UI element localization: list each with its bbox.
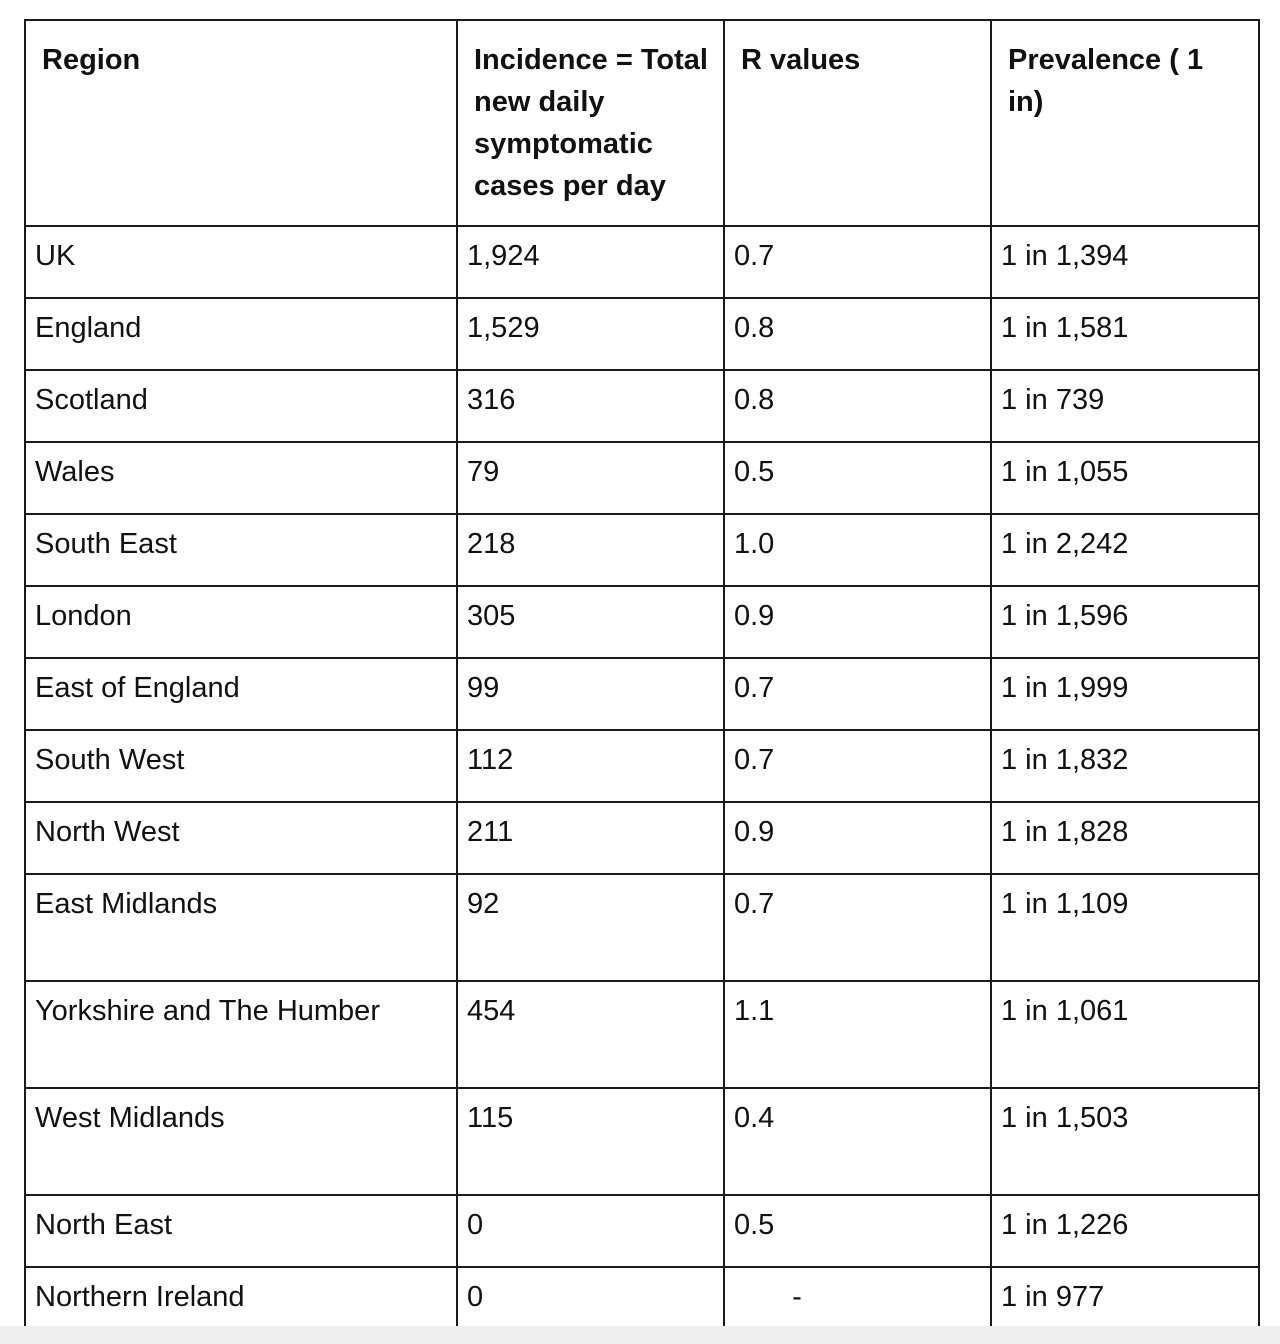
prevalence-cell: 1 in 1,832 [991, 730, 1259, 802]
header-incidence: Incidence = Total new daily symptomatic cases per day [457, 20, 724, 226]
table-row [25, 1195, 1259, 1267]
region-cell: Yorkshire and The Humber [25, 981, 457, 1088]
table-row [25, 802, 1259, 874]
region-cell: Wales [25, 442, 457, 514]
r-value-cell: 0.4 [724, 1088, 991, 1195]
incidence-cell: 218 [457, 514, 724, 586]
incidence-cell: 211 [457, 802, 724, 874]
prevalence-cell: 1 in 1,394 [991, 226, 1259, 298]
r-value-cell: 0.8 [724, 298, 991, 370]
r-value-cell: 0.5 [724, 1195, 991, 1267]
prevalence-cell: 1 in 1,061 [991, 981, 1259, 1088]
incidence-cell: 99 [457, 658, 724, 730]
header-region: Region [25, 20, 457, 226]
table-row [25, 514, 1259, 586]
incidence-cell: 92 [457, 874, 724, 981]
region-cell: Scotland [25, 370, 457, 442]
region-cell: London [25, 586, 457, 658]
region-cell: West Midlands [25, 1088, 457, 1195]
region-cell: East Midlands [25, 874, 457, 981]
data-table [24, 19, 1260, 1340]
region-cell: North West [25, 802, 457, 874]
r-value-cell: 0.9 [724, 802, 991, 874]
prevalence-cell: 1 in 2,242 [991, 514, 1259, 586]
header-row [25, 20, 1259, 226]
incidence-cell: 0 [457, 1195, 724, 1267]
incidence-cell: 115 [457, 1088, 724, 1195]
r-value-cell: 0.5 [724, 442, 991, 514]
table-row [25, 981, 1259, 1088]
table-row [25, 730, 1259, 802]
r-value-cell: 0.7 [724, 874, 991, 981]
table-row [25, 298, 1259, 370]
table-row [25, 370, 1259, 442]
prevalence-cell: 1 in 977 [991, 1267, 1259, 1339]
table-row [25, 442, 1259, 514]
r-value-cell: 0.9 [724, 586, 991, 658]
prevalence-cell: 1 in 1,109 [991, 874, 1259, 981]
incidence-cell: 1,529 [457, 298, 724, 370]
r-value-cell: 1.1 [724, 981, 991, 1088]
prevalence-cell: 1 in 1,226 [991, 1195, 1259, 1267]
prevalence-cell: 1 in 1,828 [991, 802, 1259, 874]
prevalence-cell: 1 in 1,999 [991, 658, 1259, 730]
table-row [25, 658, 1259, 730]
region-cell: UK [25, 226, 457, 298]
prevalence-cell: 1 in 739 [991, 370, 1259, 442]
incidence-cell: 316 [457, 370, 724, 442]
region-cell: South West [25, 730, 457, 802]
prevalence-cell: 1 in 1,596 [991, 586, 1259, 658]
region-cell: East of England [25, 658, 457, 730]
incidence-cell: 79 [457, 442, 724, 514]
table-row [25, 226, 1259, 298]
region-cell: North East [25, 1195, 457, 1267]
r-value-cell: 0.7 [724, 730, 991, 802]
incidence-cell: 1,924 [457, 226, 724, 298]
prevalence-cell: 1 in 1,503 [991, 1088, 1259, 1195]
region-cell: Northern Ireland [25, 1267, 457, 1339]
r-value-cell: 0.7 [724, 226, 991, 298]
incidence-cell: 112 [457, 730, 724, 802]
region-cell: England [25, 298, 457, 370]
table-row [25, 586, 1259, 658]
incidence-cell: 454 [457, 981, 724, 1088]
r-value-cell: 0.7 [724, 658, 991, 730]
incidence-cell: 305 [457, 586, 724, 658]
prevalence-cell: 1 in 1,581 [991, 298, 1259, 370]
bottom-strip [0, 1326, 1280, 1344]
header-prevalence: Prevalence ( 1 in) [991, 20, 1259, 226]
prevalence-cell: 1 in 1,055 [991, 442, 1259, 514]
incidence-cell: 0 [457, 1267, 724, 1339]
header-r-values: R values [724, 20, 991, 226]
r-value-cell: 1.0 [724, 514, 991, 586]
table-row [25, 874, 1259, 981]
r-value-cell: - [724, 1267, 991, 1339]
table-row [25, 1088, 1259, 1195]
region-cell: South East [25, 514, 457, 586]
r-value-cell: 0.8 [724, 370, 991, 442]
